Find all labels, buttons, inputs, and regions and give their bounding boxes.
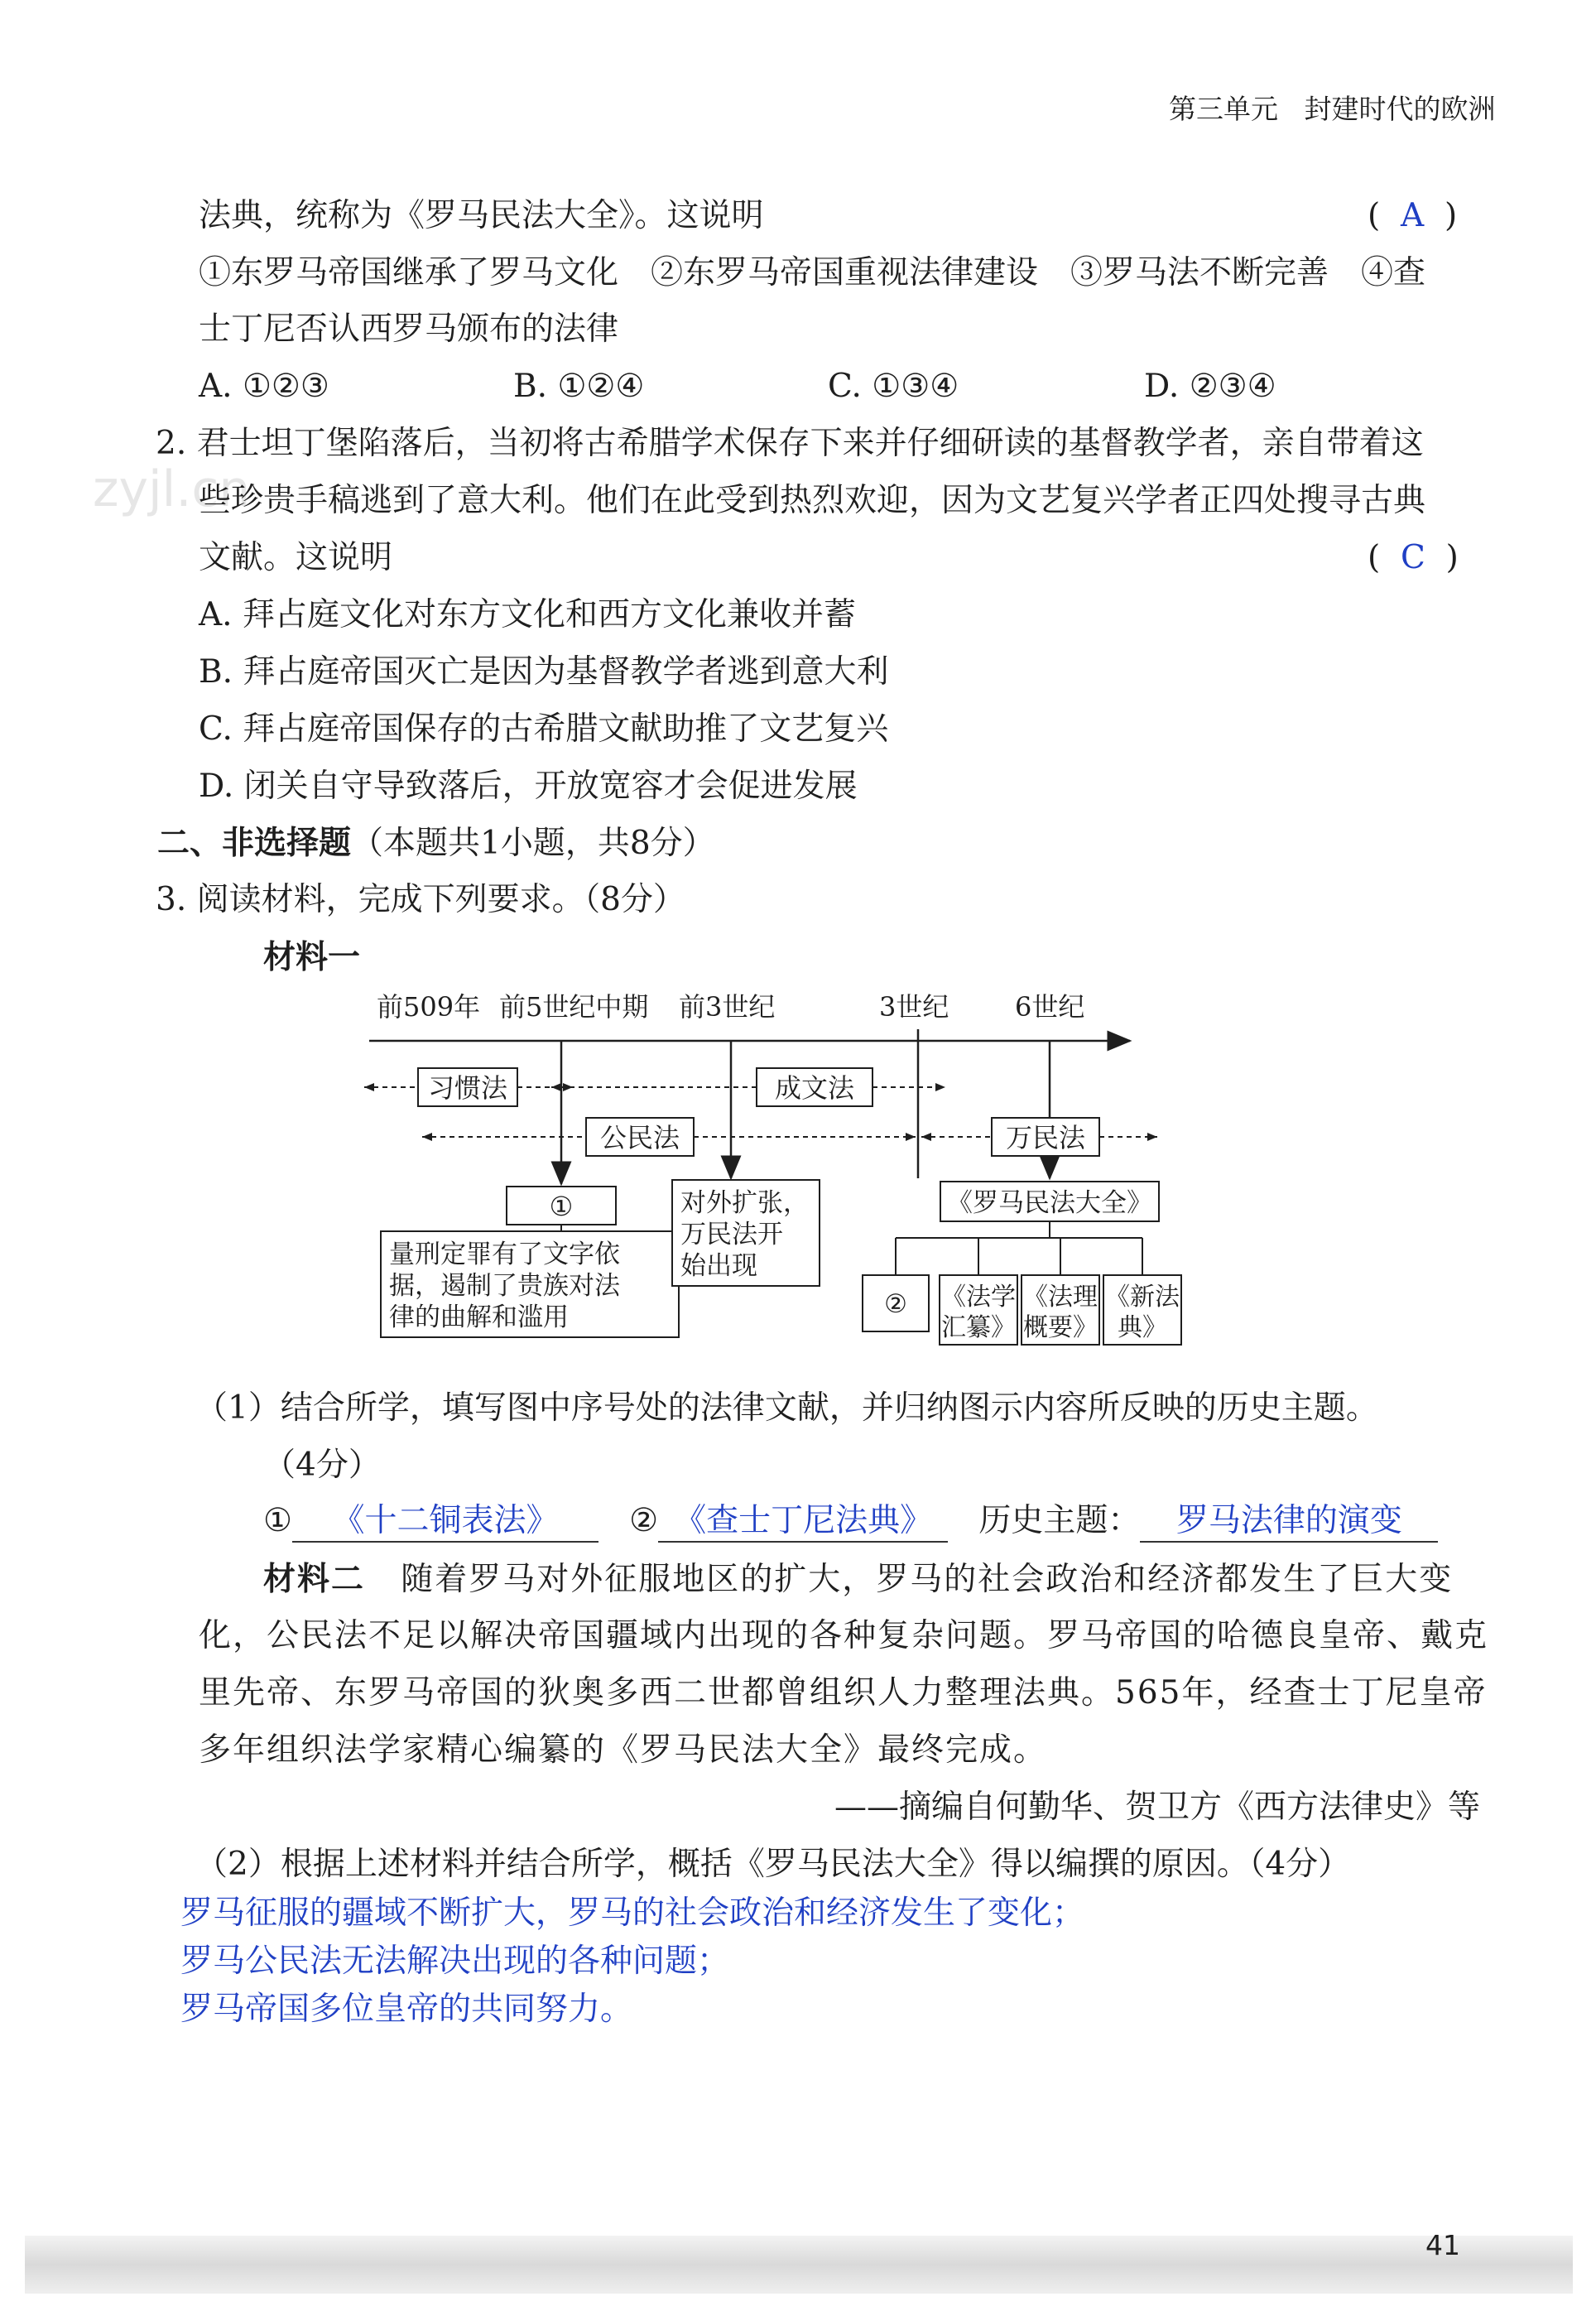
xiguanfa-arrow-left	[364, 1083, 374, 1091]
answer-blank-2[interactable]: 《查士丁尼法典》	[658, 1502, 948, 1543]
q1-choice-b: B. ①②④	[513, 368, 645, 405]
answer-blank-theme[interactable]: 罗马法律的演变	[1140, 1502, 1438, 1543]
q1-choice-d: D. ②③④	[1144, 368, 1276, 405]
gongminfa-label: 公民法	[599, 1122, 680, 1153]
xiguanfa-label: 习惯法	[427, 1072, 508, 1104]
timeline-label-5th-century-bc: 前5世纪中期	[499, 991, 649, 1023]
material1-label: 材料一	[263, 938, 361, 976]
q2-answer-bracket: ( C )	[1368, 539, 1459, 576]
material2-line1-row	[263, 1560, 1453, 1600]
gongminfa-arrow-right	[906, 1133, 916, 1141]
q2-option-c: C. 拜占庭帝国保存的古希腊文献助推了文艺复兴	[199, 710, 889, 748]
material2-line1: 随着罗马对外征服地区的扩大，罗马的社会政治和经济都发生了巨大变	[401, 1561, 1454, 1598]
timeline-label-3rd-century-bc: 前3世纪	[679, 991, 776, 1023]
q3-stem: 3. 阅读材料，完成下列要求。（8分）	[156, 881, 685, 918]
q2-answer: C	[1401, 539, 1425, 576]
header-title: 封建时代的欧洲	[1304, 93, 1496, 125]
q1-choice-a: A. ①②③	[199, 368, 329, 405]
q1-answer: A	[1401, 197, 1425, 234]
q3-sub2-answer-1: 罗马征服的疆域不断扩大，罗马的社会政治和经济发生了变化；	[180, 1895, 1085, 1932]
page-number: 41	[1425, 2229, 1460, 2261]
running-header	[1169, 88, 1495, 127]
wanminfa-arrow-right	[1147, 1133, 1157, 1141]
q3-sub2-answer-3: 罗马帝国多位皇帝的共同努力。	[180, 1991, 633, 2028]
sub-box-2-label: ②	[884, 1289, 907, 1319]
timeline-label-6th-century: 6世纪	[1015, 991, 1085, 1023]
chengwenfa-arrow-left	[551, 1083, 561, 1091]
sub-box-institutes-line2: 概要》	[1023, 1313, 1098, 1342]
sub-box-institutes-line1: 《法理	[1023, 1283, 1098, 1312]
expansion-line2: 万民法开	[680, 1220, 783, 1249]
box-1-desc-line3: 律的曲解和滥用	[389, 1302, 569, 1332]
q2-line3: 文献。这说明	[199, 539, 393, 576]
sub-box-novels-line1: 《新法	[1105, 1283, 1180, 1312]
theme-label: 历史主题：	[978, 1502, 1141, 1539]
q3-sub1-answers	[263, 1502, 1438, 1543]
sub-box-novels-line2: 典》	[1118, 1313, 1167, 1342]
header-unit: 第三单元	[1169, 93, 1278, 125]
chengwenfa-arrow-right	[935, 1083, 945, 1091]
footer-band	[25, 2236, 1573, 2294]
q2-option-b: B. 拜占庭帝国灭亡是因为基督教学者逃到意大利	[199, 653, 889, 691]
expansion-line3: 始出现	[680, 1251, 757, 1281]
chengwenfa-label: 成文法	[774, 1072, 855, 1104]
expansion-line1: 对外扩张，	[680, 1188, 809, 1218]
box-1-desc-line2: 据，遏制了贵族对法	[389, 1271, 620, 1301]
timeline-label-3rd-century: 3世纪	[879, 991, 949, 1023]
q3-sub1-line2: （4分）	[263, 1447, 381, 1484]
sub-box-digest-line1: 《法学	[941, 1283, 1016, 1312]
corpus-label: 《罗马民法大全》	[947, 1188, 1152, 1218]
box-1-label: ①	[549, 1191, 574, 1222]
roman-law-diagram	[356, 981, 1184, 1354]
q2-line2: 些珍贵手稿逃到了意大利。他们在此受到热烈欢迎，因为文艺复兴学者正四处搜寻古典	[199, 482, 1426, 519]
gongminfa-arrow-left	[422, 1133, 432, 1141]
material2-line3: 里先帝、东罗马帝国的狄奥多西二世都曾组织人力整理法典。565年，经查士丁尼皇帝	[199, 1674, 1488, 1712]
wanminfa-label: 万民法	[1005, 1122, 1086, 1153]
q1-answer-bracket: ( A )	[1368, 197, 1458, 234]
watermark: zyjl.cn	[93, 460, 251, 518]
q2-option-a: A. 拜占庭文化对东方文化和西方文化兼收并蓄	[199, 596, 856, 633]
material2-source: ——摘编自何勤华、贺卫方《西方法律史》等	[834, 1789, 1481, 1826]
box-1-desc-line1: 量刑定罪有了文字依	[389, 1240, 620, 1269]
q2-option-d: D. 闭关自守导致落后，开放宽容才会促进发展	[199, 768, 858, 805]
q3-sub2-answer-2: 罗马公民法无法解决出现的各种问题；	[180, 1943, 730, 1980]
answer-mark-2: ②	[629, 1502, 659, 1539]
section2-note: （本题共1小题，共8分）	[351, 825, 715, 862]
section2-heading	[157, 824, 715, 864]
q1-options-line1: ①东罗马帝国继承了罗马文化 ②东罗马帝国重视法律建设 ③罗马法不断完善 ④查	[199, 254, 1426, 291]
timeline-label-509bc: 前509年	[377, 991, 481, 1023]
q2-line1: 2. 君士坦丁堡陷落后，当初将古希腊学术保存下来并仔细研读的基督教学者，亲自带着这	[156, 425, 1424, 462]
section2-title: 二、非选择题	[157, 824, 352, 862]
q1-stem-tail: 法典，统称为《罗马民法大全》。这说明	[199, 197, 764, 234]
material2-label: 材料二	[263, 1560, 366, 1598]
answer-blank-1[interactable]: 《十二铜表法》	[292, 1502, 598, 1543]
q1-options-line2: 士丁尼否认西罗马颁布的法律	[199, 311, 619, 348]
q1-choice-c: C. ①③④	[828, 368, 959, 405]
sub-box-digest-line2: 汇纂》	[941, 1313, 1016, 1342]
q3-sub1-line1: （1）结合所学，填写图中序号处的法律文献，并归纳图示内容所反映的历史主题。	[195, 1389, 1378, 1427]
q3-sub2-question: （2）根据上述材料并结合所学，概括《罗马民法大全》得以编撰的原因。（4分）	[195, 1846, 1351, 1883]
answer-mark-1: ①	[263, 1502, 292, 1539]
material2-line4: 多年组织法学家精心编纂的《罗马民法大全》最终完成。	[199, 1731, 1048, 1769]
material2-line2: 化，公民法不足以解决帝国疆域内出现的各种复杂问题。罗马帝国的哈德良皇帝、戴克	[199, 1617, 1489, 1654]
